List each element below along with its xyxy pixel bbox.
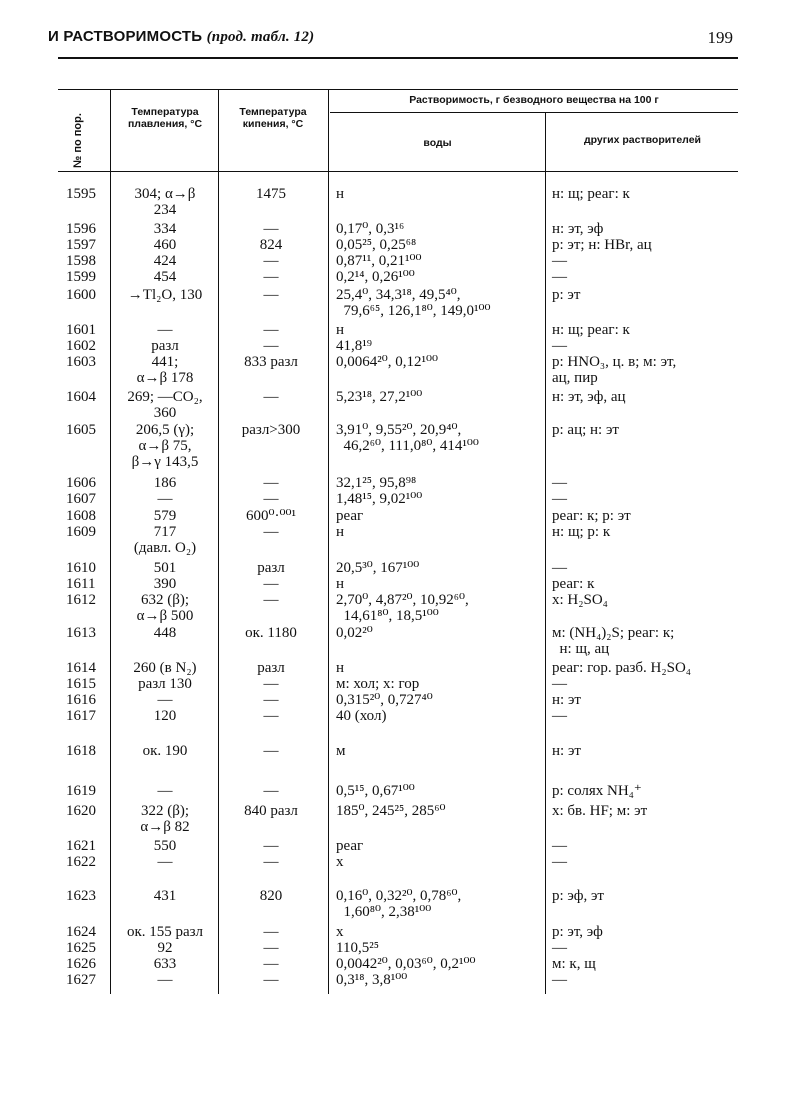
- cell-water: 32,1²⁵, 95,8⁹⁸: [336, 475, 417, 491]
- cell-boil: —: [263, 676, 279, 692]
- cell-water: 1,48¹⁵, 9,02¹⁰⁰: [336, 491, 423, 507]
- cell-water: 0,0064²⁰, 0,12¹⁰⁰: [336, 354, 439, 370]
- cell-boil: —: [263, 940, 279, 956]
- cell-water: 5,23¹⁸, 27,2¹⁰⁰: [336, 389, 423, 405]
- cell-no: 1610: [66, 560, 96, 576]
- cell-boil: —: [263, 389, 279, 405]
- cell-other: р: эф, эт: [552, 888, 604, 904]
- header-no: № по пор.: [72, 113, 84, 168]
- cell-other: реаг: гор. разб. H₂SO₄: [552, 660, 692, 676]
- cell-no: 1625: [66, 940, 96, 956]
- cell-no: 1595: [66, 186, 96, 202]
- cell-no: 1618: [66, 743, 96, 759]
- cell-other: —: [552, 940, 567, 956]
- cell-other: р: эт: [552, 287, 581, 303]
- cell-boil: —: [263, 838, 279, 854]
- cell-other: р: эт; н: HBr, ац: [552, 237, 652, 253]
- cell-no: 1597: [66, 237, 96, 253]
- header-water: воды: [423, 137, 452, 149]
- cell-boil: —: [263, 972, 279, 988]
- cell-melt: —: [157, 783, 173, 799]
- cell-boil: —: [263, 475, 279, 491]
- header-title: [48, 28, 314, 46]
- cell-melt: 431: [153, 888, 177, 904]
- cell-melt: —: [157, 322, 173, 338]
- cell-water: 0,2¹⁴, 0,26¹⁰⁰: [336, 269, 415, 285]
- cell-no: 1606: [66, 475, 96, 491]
- cell-no: 1611: [66, 576, 96, 592]
- cell-boil: —: [263, 692, 279, 708]
- cell-other: реаг: к; р: эт: [552, 508, 631, 524]
- page-number: 199: [707, 28, 733, 47]
- cell-water: н: [336, 660, 345, 676]
- cell-water: 40 (хол): [336, 708, 387, 724]
- cell-no: 1598: [66, 253, 96, 269]
- cell-no: 1621: [66, 838, 96, 854]
- cell-water: 25,4⁰, 34,3¹⁸, 49,5⁴⁰, 79,6⁶⁵, 126,1⁸⁰, 149,0¹⁰⁰: [336, 287, 491, 319]
- cell-water: реаг: [336, 508, 364, 524]
- cell-no: 1627: [66, 972, 96, 988]
- cell-melt: 441; α→β 178: [136, 354, 194, 386]
- cell-water: реаг: [336, 838, 364, 854]
- cell-melt: 260 (в N₂): [133, 660, 197, 676]
- cell-boil: —: [263, 576, 279, 592]
- cell-other: р: ац; н: эт: [552, 422, 619, 438]
- cell-other: н: эт, эф: [552, 221, 604, 237]
- cell-boil: —: [263, 708, 279, 724]
- cell-no: 1607: [66, 491, 96, 507]
- header-subtitle: (прод. табл. 12): [206, 29, 315, 45]
- cell-water: 0,87¹¹, 0,21¹⁰⁰: [336, 253, 422, 269]
- cell-no: 1596: [66, 221, 96, 237]
- cell-no: 1603: [66, 354, 96, 370]
- cell-other: м: (NH₄)₂S; реаг: к; н: щ, ац: [552, 625, 675, 657]
- cell-melt: 390: [153, 576, 177, 592]
- cell-melt: 334: [153, 221, 177, 237]
- cell-boil: —: [263, 221, 279, 237]
- cell-no: 1600: [66, 287, 96, 303]
- cell-no: 1617: [66, 708, 96, 724]
- cell-boil: —: [263, 924, 279, 940]
- cell-no: 1605: [66, 422, 96, 438]
- cell-other: н: эт: [552, 743, 581, 759]
- cell-water: м: [336, 743, 346, 759]
- cell-boil: 600⁰·⁰⁰¹: [245, 508, 297, 524]
- cell-melt: 633: [153, 956, 177, 972]
- cell-other: —: [552, 475, 567, 491]
- cell-water: 0,5¹⁵, 0,67¹⁰⁰: [336, 783, 415, 799]
- cell-melt: 501: [153, 560, 177, 576]
- cell-other: —: [552, 253, 567, 269]
- cell-no: 1623: [66, 888, 96, 904]
- cell-no: 1624: [66, 924, 96, 940]
- table-top-rule: [58, 89, 738, 90]
- cell-boil: —: [263, 956, 279, 972]
- cell-melt: 448: [153, 625, 177, 641]
- cell-melt: ок. 190: [142, 743, 188, 759]
- cell-water: 0,0042²⁰, 0,03⁶⁰, 0,2¹⁰⁰: [336, 956, 476, 972]
- cell-no: 1613: [66, 625, 96, 641]
- cell-boil: разл: [257, 660, 285, 676]
- cell-melt: 304; α→β 234: [134, 186, 196, 218]
- cell-water: 185⁰, 245²⁵, 285⁶⁰: [336, 803, 446, 819]
- header-title-text: И РАСТВОРИМОСТЬ: [48, 28, 203, 45]
- cell-boil: —: [263, 524, 279, 540]
- cell-water: 0,3¹⁸, 3,8¹⁰⁰: [336, 972, 408, 988]
- cell-melt: 92: [157, 940, 173, 956]
- cell-boil: разл>300: [241, 422, 301, 438]
- cell-water: 3,91⁰, 9,55²⁰, 20,9⁴⁰, 46,2⁶⁰, 111,0⁸⁰, 414¹⁰⁰: [336, 422, 479, 454]
- cell-melt: 717 (давл. O₂): [133, 524, 197, 556]
- cell-boil: —: [263, 592, 279, 608]
- cell-water: 0,02²⁰: [336, 625, 373, 641]
- cell-boil: разл: [257, 560, 285, 576]
- cell-melt: —: [157, 972, 173, 988]
- header-melt: Температура плавления, °C: [127, 106, 203, 130]
- cell-boil: 820: [259, 888, 283, 904]
- cell-melt: —: [157, 854, 173, 870]
- cell-melt: 269; —CO₂, 360: [127, 389, 203, 421]
- cell-no: 1604: [66, 389, 96, 405]
- cell-boil: —: [263, 269, 279, 285]
- cell-water: 0,16⁰, 0,32²⁰, 0,78⁶⁰, 1,60⁸⁰, 2,38¹⁰⁰: [336, 888, 462, 920]
- cell-other: н: щ; р: к: [552, 524, 611, 540]
- cell-other: —: [552, 854, 567, 870]
- cell-boil: —: [263, 491, 279, 507]
- cell-no: 1608: [66, 508, 96, 524]
- cell-no: 1622: [66, 854, 96, 870]
- cell-boil: —: [263, 322, 279, 338]
- cell-melt: 454: [153, 269, 177, 285]
- cell-boil: 840 разл: [244, 803, 298, 819]
- cell-no: 1614: [66, 660, 96, 676]
- cell-water: 2,70⁰, 4,87²⁰, 10,92⁶⁰, 14,61⁸⁰, 18,5¹⁰⁰: [336, 592, 469, 624]
- cell-boil: 824: [259, 237, 283, 253]
- cell-other: р: эт, эф: [552, 924, 603, 940]
- col-divider-3: [328, 89, 329, 994]
- cell-boil: —: [263, 253, 279, 269]
- cell-no: 1609: [66, 524, 96, 540]
- cell-other: —: [552, 560, 567, 576]
- cell-boil: —: [263, 783, 279, 799]
- cell-boil: ок. 1180: [245, 625, 297, 641]
- cell-other: —: [552, 676, 567, 692]
- cell-water: 20,5³⁰, 167¹⁰⁰: [336, 560, 420, 576]
- cell-melt: ок. 155 разл: [126, 924, 204, 940]
- cell-water: х: [336, 854, 344, 870]
- cell-melt: —: [157, 692, 173, 708]
- cell-other: н: эт: [552, 692, 581, 708]
- cell-other: реаг: к: [552, 576, 595, 592]
- cell-no: 1619: [66, 783, 96, 799]
- cell-boil: —: [263, 743, 279, 759]
- cell-melt: 206,5 (γ); α→β 75, β→γ 143,5: [131, 422, 199, 470]
- cell-other: р: солях NH₄⁺: [552, 783, 642, 799]
- cell-no: 1612: [66, 592, 96, 608]
- cell-water: н: [336, 186, 345, 202]
- cell-other: —: [552, 338, 567, 354]
- header-boil: Температура кипения, °C: [239, 106, 307, 130]
- cell-no: 1615: [66, 676, 96, 692]
- cell-water: 0,315²⁰, 0,727⁴⁰: [336, 692, 433, 708]
- header-rule: [58, 57, 738, 59]
- cell-boil: —: [263, 338, 279, 354]
- cell-melt: 186: [153, 475, 177, 491]
- cell-no: 1601: [66, 322, 96, 338]
- cell-no: 1620: [66, 803, 96, 819]
- cell-other: —: [552, 972, 567, 988]
- cell-water: н: [336, 524, 345, 540]
- cell-other: н: эт, эф, ац: [552, 389, 626, 405]
- cell-melt: 632 (β); α→β 500: [136, 592, 194, 624]
- cell-no: 1599: [66, 269, 96, 285]
- cell-water: 41,8¹⁹: [336, 338, 372, 354]
- cell-no: 1602: [66, 338, 96, 354]
- cell-water: 0,17⁰, 0,3¹⁶: [336, 221, 405, 237]
- cell-water: н: [336, 322, 345, 338]
- cell-other: н: щ; реаг: к: [552, 322, 630, 338]
- solubility-subrule: [330, 112, 738, 113]
- cell-boil: —: [263, 287, 279, 303]
- header-other: других растворителей: [583, 134, 701, 146]
- cell-other: м: к, щ: [552, 956, 596, 972]
- cell-other: —: [552, 491, 567, 507]
- cell-other: —: [552, 838, 567, 854]
- col-divider-2: [218, 89, 219, 994]
- cell-melt: 460: [153, 237, 177, 253]
- cell-boil: 833 разл: [244, 354, 298, 370]
- col-divider-1: [110, 89, 111, 994]
- cell-boil: —: [263, 854, 279, 870]
- header-solubility: Растворимость, г безводного вещества на 100 г: [409, 94, 659, 106]
- cell-melt: 424: [153, 253, 177, 269]
- cell-no: 1626: [66, 956, 96, 972]
- cell-water: х: [336, 924, 344, 940]
- table-header-rule: [58, 171, 738, 172]
- cell-no: 1616: [66, 692, 96, 708]
- cell-other: —: [552, 269, 567, 285]
- cell-other: х: H₂SO₄: [552, 592, 608, 608]
- cell-other: н: щ; реаг: к: [552, 186, 630, 202]
- cell-water: м: хол; х: гор: [336, 676, 420, 692]
- cell-melt: разл: [151, 338, 179, 354]
- cell-water: 0,05²⁵, 0,25⁶⁸: [336, 237, 417, 253]
- cell-other: р: HNO₃, ц. в; м: эт, ац, пир: [552, 354, 677, 386]
- cell-melt: 322 (β); α→β 82: [140, 803, 190, 835]
- cell-melt: 550: [153, 838, 177, 854]
- cell-melt: —: [157, 491, 173, 507]
- cell-other: х: бв. HF; м: эт: [552, 803, 648, 819]
- cell-melt: 579: [153, 508, 177, 524]
- cell-other: —: [552, 708, 567, 724]
- cell-water: н: [336, 576, 345, 592]
- cell-boil: 1475: [256, 186, 286, 202]
- cell-melt: разл 130: [138, 676, 192, 692]
- cell-water: 110,5²⁵: [336, 940, 379, 956]
- cell-melt: →Tl₂O, 130: [127, 287, 203, 303]
- cell-melt: 120: [153, 708, 177, 724]
